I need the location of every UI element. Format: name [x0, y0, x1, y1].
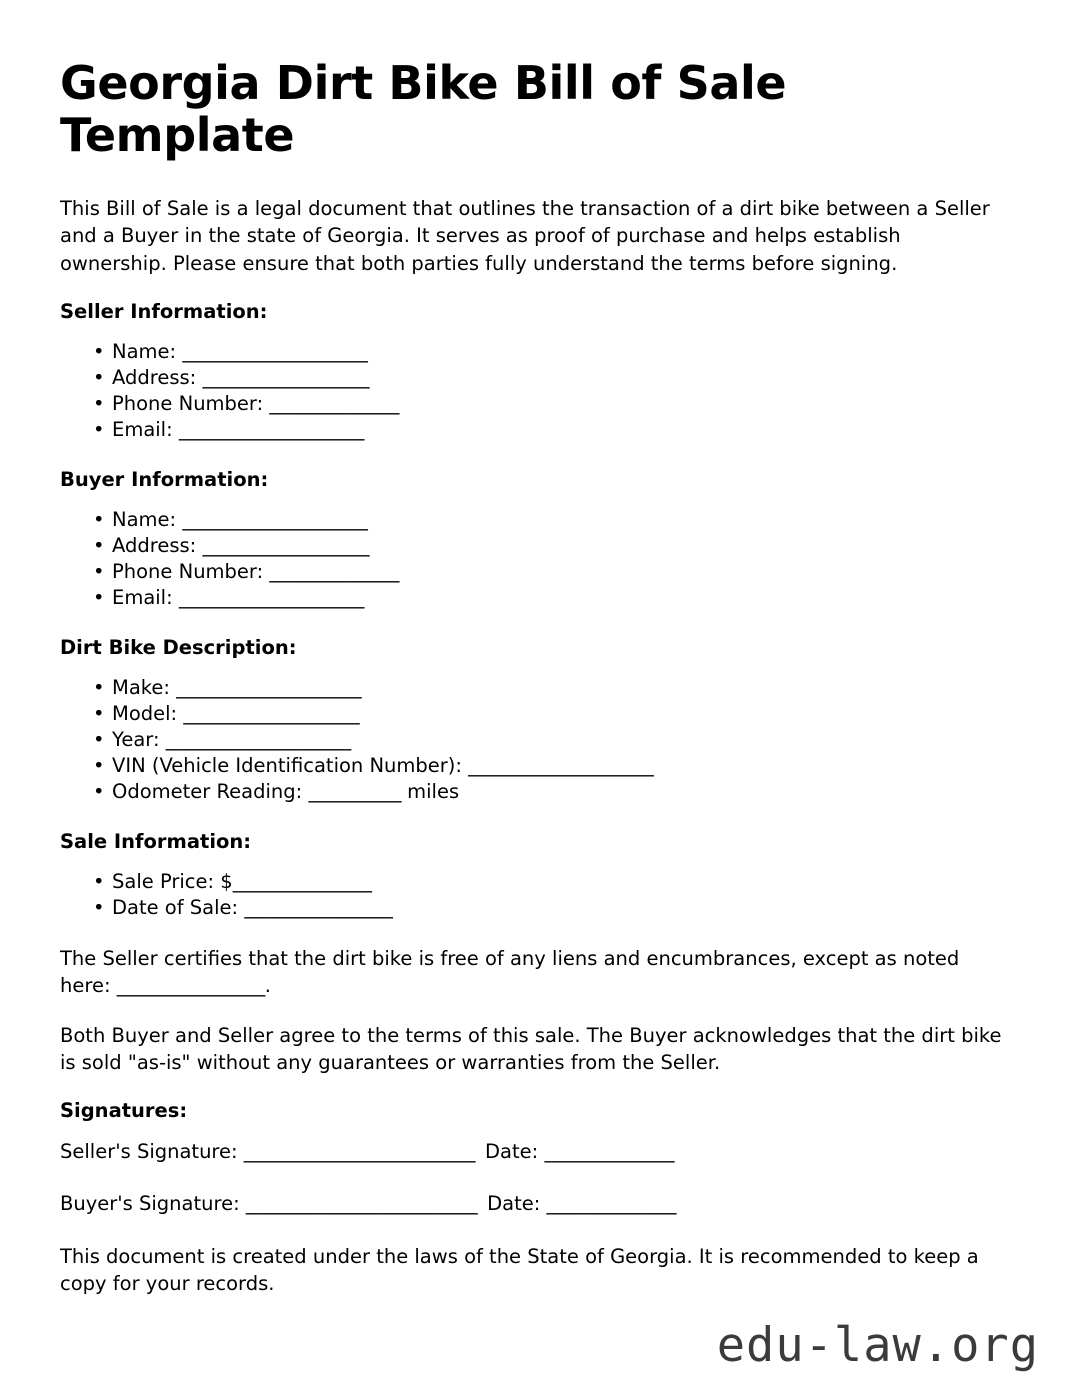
field-buyer-phone	[60, 559, 1015, 585]
field-date-of-sale	[60, 895, 1015, 921]
field-label: Phone Number:	[112, 392, 270, 416]
field-blank-line[interactable]: __________________	[202, 534, 369, 558]
field-year	[60, 727, 1015, 753]
field-model	[60, 701, 1015, 727]
buyer-signature-blank-line[interactable]: _________________________	[245, 1191, 478, 1215]
field-label: Model:	[112, 702, 184, 726]
seller-information-fields	[60, 339, 1015, 443]
field-seller-email	[60, 417, 1015, 443]
field-blank-line[interactable]: ____________________	[182, 508, 368, 532]
field-vin	[60, 753, 1015, 779]
seller-signature-row	[60, 1139, 1015, 1165]
field-label: Address:	[112, 534, 203, 558]
field-label: Odometer Reading:	[112, 779, 309, 803]
field-label: Date of Sale:	[112, 896, 245, 920]
buyer-signature-label: Buyer's Signature:	[60, 1191, 246, 1215]
signatures-heading: Signatures:	[60, 1099, 188, 1123]
field-label: Name:	[112, 340, 183, 364]
liens-text-before: The Seller certifies that the dirt bike is free of any liens and encumbrances, except as noted here:	[60, 947, 960, 998]
field-label: Year:	[112, 728, 166, 752]
field-blank-line[interactable]: ___________________	[183, 702, 360, 726]
field-label: Email:	[112, 586, 179, 609]
field-label: Email:	[112, 418, 179, 441]
liens-blank-line[interactable]: ________________	[116, 974, 265, 998]
seller-date-blank-line[interactable]: ______________	[544, 1139, 674, 1163]
field-buyer-address	[60, 533, 1015, 559]
field-blank-line[interactable]: ____________________	[178, 586, 364, 609]
field-suffix: miles	[400, 779, 460, 803]
field-blank-line[interactable]: ______________	[269, 392, 399, 416]
field-blank-line[interactable]: ______________	[269, 560, 399, 584]
field-sale-price	[60, 869, 1015, 895]
field-make	[60, 675, 1015, 701]
closing-paragraph: This document is created under the laws of the State of Georgia. It is recommended to keep a copy for your records.	[60, 1245, 979, 1296]
sale-information-heading: Sale Information:	[60, 829, 252, 853]
seller-signature-label: Seller's Signature:	[60, 1139, 244, 1163]
field-blank-line[interactable]: __________	[308, 779, 401, 803]
liens-text-after: .	[264, 974, 271, 998]
field-blank-line[interactable]: ____________________	[468, 754, 654, 777]
dirt-bike-description-heading: Dirt Bike Description:	[60, 635, 297, 659]
liens-paragraph	[60, 945, 1005, 1000]
page-title: Georgia Dirt Bike Bill of Sale Template	[60, 56, 787, 162]
buyer-information-fields	[60, 507, 1015, 611]
field-blank-line[interactable]: ____________________	[176, 676, 362, 700]
field-blank-line[interactable]: _______________	[232, 870, 372, 894]
seller-signature-blank-line[interactable]: _________________________	[243, 1139, 476, 1163]
field-odometer	[60, 779, 1015, 805]
field-seller-name	[60, 339, 1015, 365]
buyer-date-label: Date:	[487, 1191, 547, 1215]
field-buyer-name	[60, 507, 1015, 533]
field-blank-line[interactable]: __________________	[202, 366, 369, 390]
field-blank-line[interactable]: ____________________	[165, 728, 351, 752]
field-label: Phone Number:	[112, 560, 270, 584]
field-label: Name:	[112, 508, 183, 532]
seller-date-label: Date:	[485, 1139, 545, 1163]
buyer-information-heading: Buyer Information:	[60, 467, 269, 491]
field-seller-address	[60, 365, 1015, 391]
field-blank-line[interactable]: ____________________	[182, 340, 368, 364]
sale-information-fields	[60, 869, 1015, 921]
field-label: Sale Price: $	[112, 870, 233, 894]
field-seller-phone	[60, 391, 1015, 417]
buyer-date-blank-line[interactable]: ______________	[546, 1191, 676, 1215]
field-label: Make:	[112, 676, 177, 700]
intro-paragraph: This Bill of Sale is a legal document that outlines the transaction of a dirt bike between a Seller and a Buyer in the state of Georgia. It serves as proof of purchase and helps establish ownership. Please ensure that both parties fully understand the terms before signing.	[60, 197, 990, 275]
buyer-signature-row	[60, 1191, 1015, 1217]
field-label: Address:	[112, 366, 203, 390]
as-is-paragraph: Both Buyer and Seller agree to the terms of this sale. The Buyer acknowledges that the dirt bike is sold "as-is" without any guarantees or warranties from the Seller.	[60, 1023, 1002, 1074]
seller-information-heading: Seller Information:	[60, 299, 268, 323]
site-watermark: edu-law.org	[716, 1318, 1039, 1373]
field-buyer-email	[60, 585, 1015, 611]
field-blank-line[interactable]: ____________________	[178, 418, 364, 441]
dirt-bike-description-fields	[60, 675, 1015, 805]
field-blank-line[interactable]: ________________	[244, 896, 393, 920]
field-label: VIN (Vehicle Identification Number):	[112, 754, 469, 777]
